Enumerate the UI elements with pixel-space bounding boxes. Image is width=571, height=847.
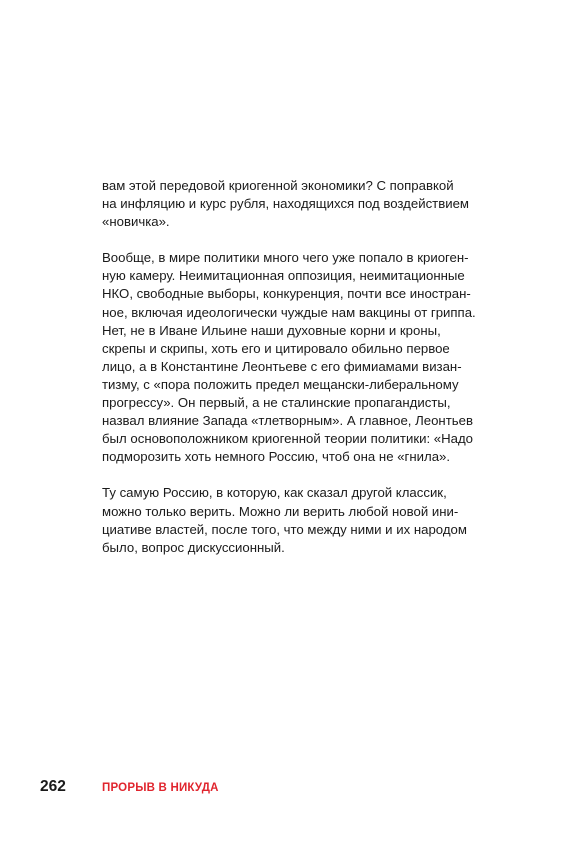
text-line: Ту самую Россию, в которую, как сказал другой классик, bbox=[102, 485, 447, 501]
running-title: ПРОРЫВ В НИКУДА bbox=[102, 782, 219, 794]
text-line: вам этой передовой криогенной экономики? С поправкой bbox=[102, 178, 454, 193]
text-line: Нет, не в Иване Ильине наши духовные корни и кроны, bbox=[102, 322, 441, 338]
page-footer bbox=[40, 778, 219, 798]
text-line: лицо, а в Константине Леонтьеве с его фимиамами визан- bbox=[102, 358, 462, 374]
text-line: подморозить хоть немного Россию, чтоб она не «гнила». bbox=[102, 449, 451, 465]
text-line: можно только верить. Можно ли верить любой новой ини- bbox=[102, 503, 459, 519]
paragraph bbox=[102, 484, 497, 556]
body-text bbox=[102, 177, 497, 575]
text-line: ное, включая идеологически чуждые нам вакцины от гриппа. bbox=[102, 304, 476, 320]
text-line: был основоположником криогенной теории политики: «Надо bbox=[102, 431, 474, 447]
text-line: прогрессу». Он первый, а не сталинские пропагандисты, bbox=[102, 395, 451, 411]
text-line: было, вопрос дискуссионный. bbox=[102, 539, 285, 555]
page-number: 262 bbox=[40, 778, 66, 795]
text-line: НКО, свободные выборы, конкуренция, почти все иностран- bbox=[102, 286, 471, 302]
text-line: ную камеру. Неимитационная оппозиция, неимитационные bbox=[102, 268, 465, 284]
text-line: скрепы и скрипы, хоть его и цитировало обильно первое bbox=[102, 340, 450, 356]
text-line: назвал влияние Запада «тлетворным». А главное, Леонтьев bbox=[102, 413, 473, 429]
paragraph bbox=[102, 177, 497, 231]
text-line: на инфляцию и курс рубля, находящихся под воздействием bbox=[102, 196, 469, 212]
text-line: тизму, с «пора положить предел мещански-либеральному bbox=[102, 376, 459, 392]
text-line: циативе властей, после того, что между ними и их народом bbox=[102, 521, 467, 537]
text-line: Вообще, в мире политики много чего уже попало в криоген- bbox=[102, 250, 469, 266]
text-line: «новичка». bbox=[102, 214, 170, 230]
paragraph bbox=[102, 249, 497, 466]
